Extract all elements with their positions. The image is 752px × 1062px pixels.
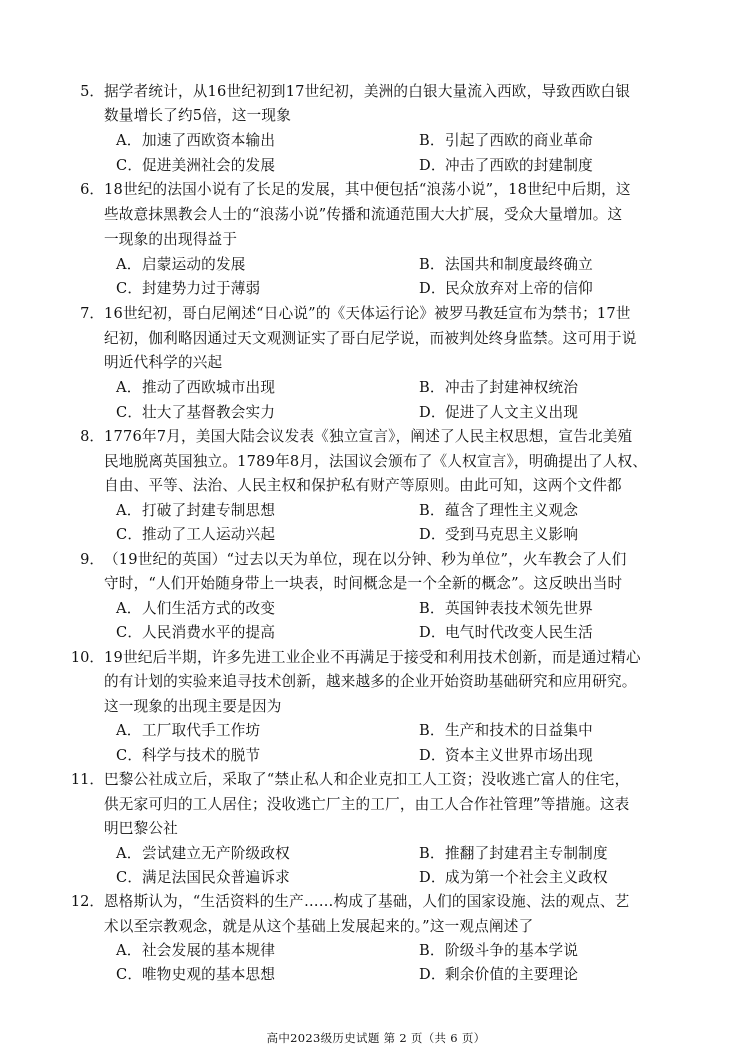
question-text-line: 这一现象的出现主要是因为 [104,698,282,715]
option-text: 满足法国民众普遍诉求 [142,869,290,886]
option-letter: B． [419,722,445,739]
option-c [116,621,275,645]
option-letter: C． [116,966,143,983]
option-letter: B． [419,502,445,519]
option-letter: D． [419,869,446,886]
option-letter: A． [116,722,142,739]
option-text: 封建势力过于薄弱 [142,280,261,297]
option-text: 科学与技术的脱节 [142,747,261,764]
option-text: 法国共和制度最终确立 [445,256,593,273]
option-text: 阶级斗争的基本学说 [445,942,579,959]
option-text: 生产和技术的日益集中 [445,722,593,739]
option-letter: C． [116,526,143,543]
option-a [116,719,260,743]
option-c [116,154,275,178]
option-b [419,499,578,523]
question-text-line: （19世纪的英国）“过去以天为单位，现在以分钟、秒为单位”，火车教会了人们 [104,551,627,568]
option-text: 促进美洲社会的发展 [142,157,276,174]
option-letter: D． [419,966,446,983]
question-text-line: 明近代科学的兴起 [104,354,223,371]
question-text-line: 数量增长了约5倍，这一现象 [104,107,292,124]
question-text-line: 纪初，伽利略因通过天文观测证实了哥白尼学说，而被判处终身监禁。这可用于说 [104,330,637,347]
option-letter: B． [419,600,445,617]
option-text: 唯物史观的基本思想 [142,966,276,983]
question-number: 12． [70,893,104,910]
option-b [419,842,608,866]
question-number: 10． [70,649,104,666]
option-a [116,376,275,400]
option-text: 冲击了西欧的封建制度 [445,157,593,174]
option-b [419,939,578,963]
option-text: 资本主义世界市场出现 [445,747,593,764]
option-b [419,253,593,277]
question-number: 6． [80,181,104,198]
option-text: 工厂取代手工作坊 [142,722,261,739]
option-d [419,401,578,425]
option-d [419,963,578,987]
option-letter: C． [116,280,143,297]
option-text: 冲击了封建神权统治 [445,379,579,396]
option-d [419,154,593,178]
option-letter: D． [419,747,446,764]
option-letter: C． [116,624,143,641]
option-a [116,499,275,523]
question-text-line: 些故意抹黑教会人士的“浪荡小说”传播和流通范围大大扩展，受众大量增加。这 [104,206,623,223]
option-letter: D． [419,624,446,641]
option-text: 尝试建立无产阶级政权 [142,845,290,862]
question-text-line: 明巴黎公社 [104,820,178,837]
option-letter: B． [419,256,445,273]
option-c [116,523,275,547]
question-text-line: 自由、平等、法治、人民主权和保护私有财产等原则。由此可知，这两个文件都 [104,477,622,494]
question-text-line: 供无家可归的工人居住；没收逃亡厂主的工厂，由工人合作社管理”等措施。这表 [104,796,630,813]
option-a [116,597,275,621]
option-text: 打破了封建专制思想 [142,502,276,519]
option-a [116,939,275,963]
option-letter: A． [116,256,142,273]
option-text: 蕴含了理性主义观念 [445,502,579,519]
question-text-line: 16世纪初，哥白尼阐述“日心说”的《天体运行论》被罗马教廷宣布为禁书；17世 [104,305,631,322]
option-text: 人们生活方式的改变 [142,600,276,617]
question-text-line: 恩格斯认为，“生活资料的生产……构成了基础，人们的国家设施、法的观点、艺 [104,893,630,910]
option-letter: C． [116,404,143,421]
option-c [116,277,260,301]
option-letter: A． [116,845,142,862]
option-c [116,963,275,987]
question-text-line: 1776年7月，美国大陆会议发表《独立宣言》，阐述了人民主权思想，宣告北美殖 [104,428,633,445]
option-letter: D． [419,280,446,297]
option-text: 壮大了基督教会实力 [142,404,276,421]
option-c [116,744,260,768]
option-letter: C． [116,869,143,886]
option-letter: A． [116,600,142,617]
option-d [419,621,593,645]
question-text-line: 民地脱离英国独立。1789年8月，法国议会颁布了《人权宣言》，明确提出了人权、 [104,453,648,470]
option-text: 剩余价值的主要理论 [445,966,579,983]
option-letter: C． [116,157,143,174]
question-number: 11． [70,771,104,788]
option-text: 引起了西欧的商业革命 [445,132,593,149]
option-b [419,376,578,400]
option-text: 受到马克思主义影响 [445,526,579,543]
question-number: 7． [80,305,104,322]
option-letter: D． [419,526,446,543]
option-text: 民众放弃对上帝的信仰 [445,280,593,297]
question-text-line: 据学者统计，从16世纪初到17世纪初，美洲的白银大量流入西欧，导致西欧白银 [104,83,631,100]
option-d [419,523,578,547]
question-text-line: 一现象的出现得益于 [104,231,238,248]
option-letter: D． [419,404,446,421]
option-a [116,129,275,153]
option-d [419,744,593,768]
option-c [116,866,290,890]
option-letter: A． [116,942,142,959]
question-text-line: 18世纪的法国小说有了长足的发展，其中便包括“浪荡小说”，18世纪中后期，这 [104,181,631,198]
page-footer: 高中2023级历史试题 第 2 页（共 6 页） [266,1031,486,1045]
option-a [116,253,246,277]
option-letter: D． [419,157,446,174]
option-text: 英国钟表技术领先世界 [445,600,593,617]
option-c [116,401,275,425]
option-text: 推动了工人运动兴起 [142,526,276,543]
question-number: 9． [80,551,104,568]
option-b [419,129,593,153]
question-number: 5． [80,83,104,100]
option-a [116,842,290,866]
option-letter: A． [116,132,142,149]
option-text: 启蒙运动的发展 [142,256,246,273]
option-letter: B． [419,845,445,862]
option-b [419,597,593,621]
option-letter: B． [419,132,445,149]
question-text-line: 巴黎公社成立后，采取了“禁止私人和企业克扣工人工资；没收逃亡富人的住宅， [104,771,630,788]
question-text-line: 19世纪后半期，许多先进工业企业不再满足于接受和利用技术创新，而是通过精心 [104,649,641,666]
option-text: 加速了西欧资本输出 [142,132,276,149]
option-text: 人民消费水平的提高 [142,624,276,641]
question-text-line: 守时，“人们开始随身带上一块表，时间概念是一个全新的概念”。这反映出当时 [104,575,623,592]
option-text: 电气时代改变人民生活 [445,624,593,641]
option-letter: A． [116,379,142,396]
option-text: 社会发展的基本规律 [142,942,276,959]
question-text-line: 术以至宗教观念，就是从这个基础上发展起来的。”这一观点阐述了 [104,918,534,935]
option-d [419,277,593,301]
option-b [419,719,593,743]
option-text: 推翻了封建君主专制制度 [445,845,608,862]
option-letter: B． [419,942,445,959]
option-text: 推动了西欧城市出现 [142,379,276,396]
option-letter: C． [116,747,143,764]
option-text: 促进了人文主义出现 [445,404,579,421]
option-letter: A． [116,502,142,519]
option-d [419,866,608,890]
option-text: 成为第一个社会主义政权 [445,869,608,886]
question-text-line: 的有计划的实验来追寻技术创新，越来越多的企业开始资助基础研究和应用研究。 [104,673,637,690]
question-number: 8． [80,428,104,445]
option-letter: B． [419,379,445,396]
